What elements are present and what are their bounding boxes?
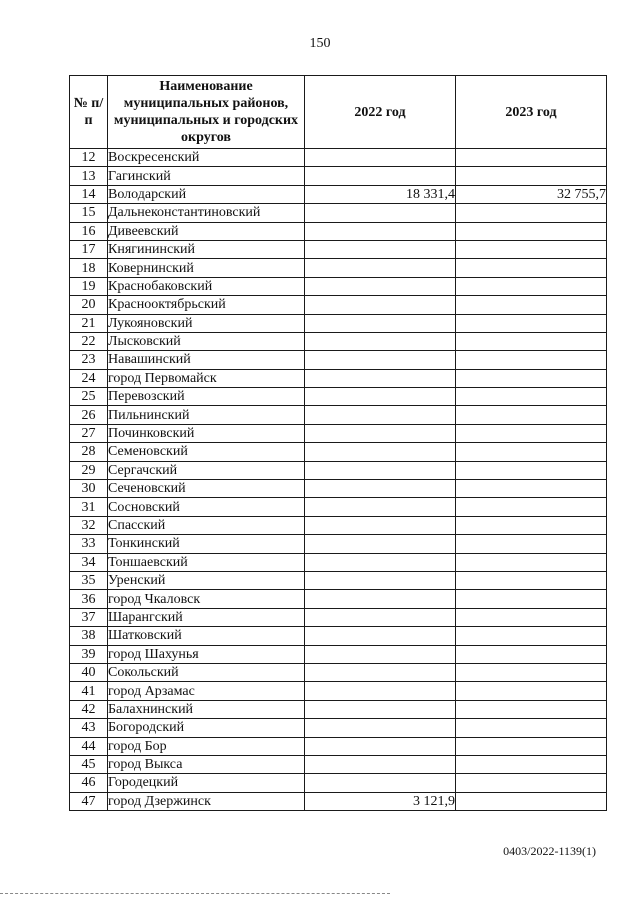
- value-2023: [456, 516, 607, 534]
- value-2022: [305, 682, 456, 700]
- row-number: 20: [70, 296, 108, 314]
- value-2023: [456, 369, 607, 387]
- municipality-name: Уренский: [108, 571, 305, 589]
- value-2022: 3 121,9: [305, 792, 456, 810]
- municipality-name: Тоншаевский: [108, 553, 305, 571]
- value-2022: [305, 535, 456, 553]
- municipality-name: Краснооктябрьский: [108, 296, 305, 314]
- value-2022: [305, 461, 456, 479]
- value-2023: [456, 792, 607, 810]
- row-number: 30: [70, 480, 108, 498]
- municipality-name: город Выкса: [108, 755, 305, 773]
- table-row: [70, 498, 607, 516]
- value-2023: [456, 535, 607, 553]
- value-2023: [456, 571, 607, 589]
- table-row: [70, 645, 607, 663]
- municipality-name: Лукояновский: [108, 314, 305, 332]
- value-2022: [305, 222, 456, 240]
- page-number: 150: [309, 36, 331, 51]
- row-number: 42: [70, 700, 108, 718]
- table-row: [70, 149, 607, 167]
- row-number: 21: [70, 314, 108, 332]
- value-2023: [456, 406, 607, 424]
- value-2022: [305, 755, 456, 773]
- document-code: 0403/2022-1139(1): [503, 844, 596, 858]
- value-2023: 32 755,7: [456, 185, 607, 203]
- value-2023: [456, 480, 607, 498]
- municipality-name: Богородский: [108, 719, 305, 737]
- table-row: [70, 553, 607, 571]
- value-2023: [456, 719, 607, 737]
- row-number: 35: [70, 571, 108, 589]
- municipality-name: Городецкий: [108, 774, 305, 792]
- value-2022: [305, 737, 456, 755]
- table-row: [70, 792, 607, 810]
- value-2023: [456, 296, 607, 314]
- table-row: [70, 204, 607, 222]
- municipality-name: Навашинский: [108, 351, 305, 369]
- footer-divider: [0, 893, 390, 894]
- value-2022: [305, 167, 456, 185]
- allocation-table: [69, 75, 607, 811]
- municipality-name: Сосновский: [108, 498, 305, 516]
- row-number: 45: [70, 755, 108, 773]
- row-number: 22: [70, 332, 108, 350]
- value-2023: [456, 682, 607, 700]
- value-2023: [456, 498, 607, 516]
- row-number: 16: [70, 222, 108, 240]
- value-2023: [456, 737, 607, 755]
- row-number: 44: [70, 737, 108, 755]
- municipality-name: Семеновский: [108, 443, 305, 461]
- municipality-name: Пильнинский: [108, 406, 305, 424]
- value-2022: [305, 719, 456, 737]
- row-number: 28: [70, 443, 108, 461]
- table-row: [70, 332, 607, 350]
- table-row: [70, 663, 607, 681]
- row-number: 33: [70, 535, 108, 553]
- table-row: [70, 608, 607, 626]
- table-row: [70, 719, 607, 737]
- value-2022: [305, 388, 456, 406]
- table-row: [70, 627, 607, 645]
- value-2023: [456, 553, 607, 571]
- municipality-name: Тонкинский: [108, 535, 305, 553]
- value-2022: [305, 571, 456, 589]
- value-2022: [305, 700, 456, 718]
- table-row: [70, 443, 607, 461]
- value-2022: [305, 627, 456, 645]
- row-number: 25: [70, 388, 108, 406]
- value-2022: [305, 204, 456, 222]
- municipality-name: Шатковский: [108, 627, 305, 645]
- municipality-name: город Чкаловск: [108, 590, 305, 608]
- municipality-name: Княгининский: [108, 240, 305, 258]
- table-row: [70, 277, 607, 295]
- value-2022: [305, 296, 456, 314]
- header-number: № п/п: [70, 76, 108, 149]
- value-2022: [305, 774, 456, 792]
- value-2023: [456, 443, 607, 461]
- value-2023: [456, 149, 607, 167]
- value-2022: [305, 259, 456, 277]
- table-row: [70, 167, 607, 185]
- municipality-name: Краснобаковский: [108, 277, 305, 295]
- value-2022: [305, 369, 456, 387]
- municipality-name: город Дзержинск: [108, 792, 305, 810]
- row-number: 46: [70, 774, 108, 792]
- value-2023: [456, 424, 607, 442]
- table-row: [70, 314, 607, 332]
- table-row: [70, 755, 607, 773]
- value-2022: [305, 406, 456, 424]
- value-2022: [305, 590, 456, 608]
- row-number: 32: [70, 516, 108, 534]
- header-year-2022: 2022 год: [305, 76, 456, 149]
- municipality-name: Сергачский: [108, 461, 305, 479]
- table-row: [70, 682, 607, 700]
- row-number: 40: [70, 663, 108, 681]
- municipality-name: Воскресенский: [108, 149, 305, 167]
- value-2022: [305, 553, 456, 571]
- value-2022: [305, 608, 456, 626]
- table-row: [70, 700, 607, 718]
- value-2023: [456, 663, 607, 681]
- municipality-name: Дивеевский: [108, 222, 305, 240]
- value-2023: [456, 608, 607, 626]
- value-2023: [456, 774, 607, 792]
- municipality-name: Починковский: [108, 424, 305, 442]
- row-number: 43: [70, 719, 108, 737]
- table-row: [70, 590, 607, 608]
- value-2023: [456, 240, 607, 258]
- value-2023: [456, 222, 607, 240]
- municipality-name: Сеченовский: [108, 480, 305, 498]
- value-2022: [305, 480, 456, 498]
- municipality-name: Балахнинский: [108, 700, 305, 718]
- value-2022: [305, 516, 456, 534]
- table-body: [70, 149, 607, 811]
- row-number: 18: [70, 259, 108, 277]
- value-2022: [305, 443, 456, 461]
- value-2022: [305, 351, 456, 369]
- table-row: [70, 571, 607, 589]
- value-2023: [456, 167, 607, 185]
- municipality-name: город Бор: [108, 737, 305, 755]
- table-row: [70, 774, 607, 792]
- table-row: [70, 424, 607, 442]
- header-year-2023: 2023 год: [456, 76, 607, 149]
- value-2023: [456, 627, 607, 645]
- municipality-name: Сокольский: [108, 663, 305, 681]
- municipality-name: Спасский: [108, 516, 305, 534]
- table-row: [70, 461, 607, 479]
- row-number: 34: [70, 553, 108, 571]
- value-2023: [456, 204, 607, 222]
- table-row: [70, 351, 607, 369]
- row-number: 31: [70, 498, 108, 516]
- row-number: 41: [70, 682, 108, 700]
- table-row: [70, 480, 607, 498]
- row-number: 15: [70, 204, 108, 222]
- value-2023: [456, 461, 607, 479]
- value-2023: [456, 388, 607, 406]
- row-number: 19: [70, 277, 108, 295]
- municipality-name: Ковернинский: [108, 259, 305, 277]
- value-2023: [456, 332, 607, 350]
- table-row: [70, 259, 607, 277]
- table-header-row: [70, 76, 607, 149]
- row-number: 24: [70, 369, 108, 387]
- header-municipality-name: Наименование муниципальных районов, муниципальных и городских округов: [108, 76, 305, 149]
- value-2022: [305, 498, 456, 516]
- row-number: 13: [70, 167, 108, 185]
- value-2022: [305, 332, 456, 350]
- row-number: 27: [70, 424, 108, 442]
- row-number: 47: [70, 792, 108, 810]
- municipality-name: город Шахунья: [108, 645, 305, 663]
- table-row: [70, 406, 607, 424]
- table-row: [70, 369, 607, 387]
- row-number: 36: [70, 590, 108, 608]
- table-row: [70, 185, 607, 203]
- value-2022: [305, 424, 456, 442]
- table-row: [70, 535, 607, 553]
- table-row: [70, 516, 607, 534]
- row-number: 17: [70, 240, 108, 258]
- value-2022: [305, 277, 456, 295]
- municipality-name: Шарангский: [108, 608, 305, 626]
- municipality-name: Гагинский: [108, 167, 305, 185]
- value-2023: [456, 700, 607, 718]
- row-number: 37: [70, 608, 108, 626]
- value-2023: [456, 590, 607, 608]
- value-2022: [305, 149, 456, 167]
- value-2022: 18 331,4: [305, 185, 456, 203]
- row-number: 29: [70, 461, 108, 479]
- value-2023: [456, 314, 607, 332]
- municipality-name: город Арзамас: [108, 682, 305, 700]
- table-row: [70, 240, 607, 258]
- value-2023: [456, 645, 607, 663]
- row-number: 23: [70, 351, 108, 369]
- municipality-name: город Первомайск: [108, 369, 305, 387]
- row-number: 12: [70, 149, 108, 167]
- table-row: [70, 737, 607, 755]
- municipality-name: Володарский: [108, 185, 305, 203]
- municipality-name: Перевозский: [108, 388, 305, 406]
- row-number: 38: [70, 627, 108, 645]
- value-2023: [456, 259, 607, 277]
- value-2023: [456, 755, 607, 773]
- value-2023: [456, 277, 607, 295]
- value-2022: [305, 314, 456, 332]
- municipality-name: Дальнеконстантиновский: [108, 204, 305, 222]
- value-2022: [305, 645, 456, 663]
- row-number: 26: [70, 406, 108, 424]
- value-2022: [305, 240, 456, 258]
- table-row: [70, 388, 607, 406]
- value-2022: [305, 663, 456, 681]
- value-2023: [456, 351, 607, 369]
- row-number: 14: [70, 185, 108, 203]
- row-number: 39: [70, 645, 108, 663]
- municipality-name: Лысковский: [108, 332, 305, 350]
- table-row: [70, 296, 607, 314]
- table-row: [70, 222, 607, 240]
